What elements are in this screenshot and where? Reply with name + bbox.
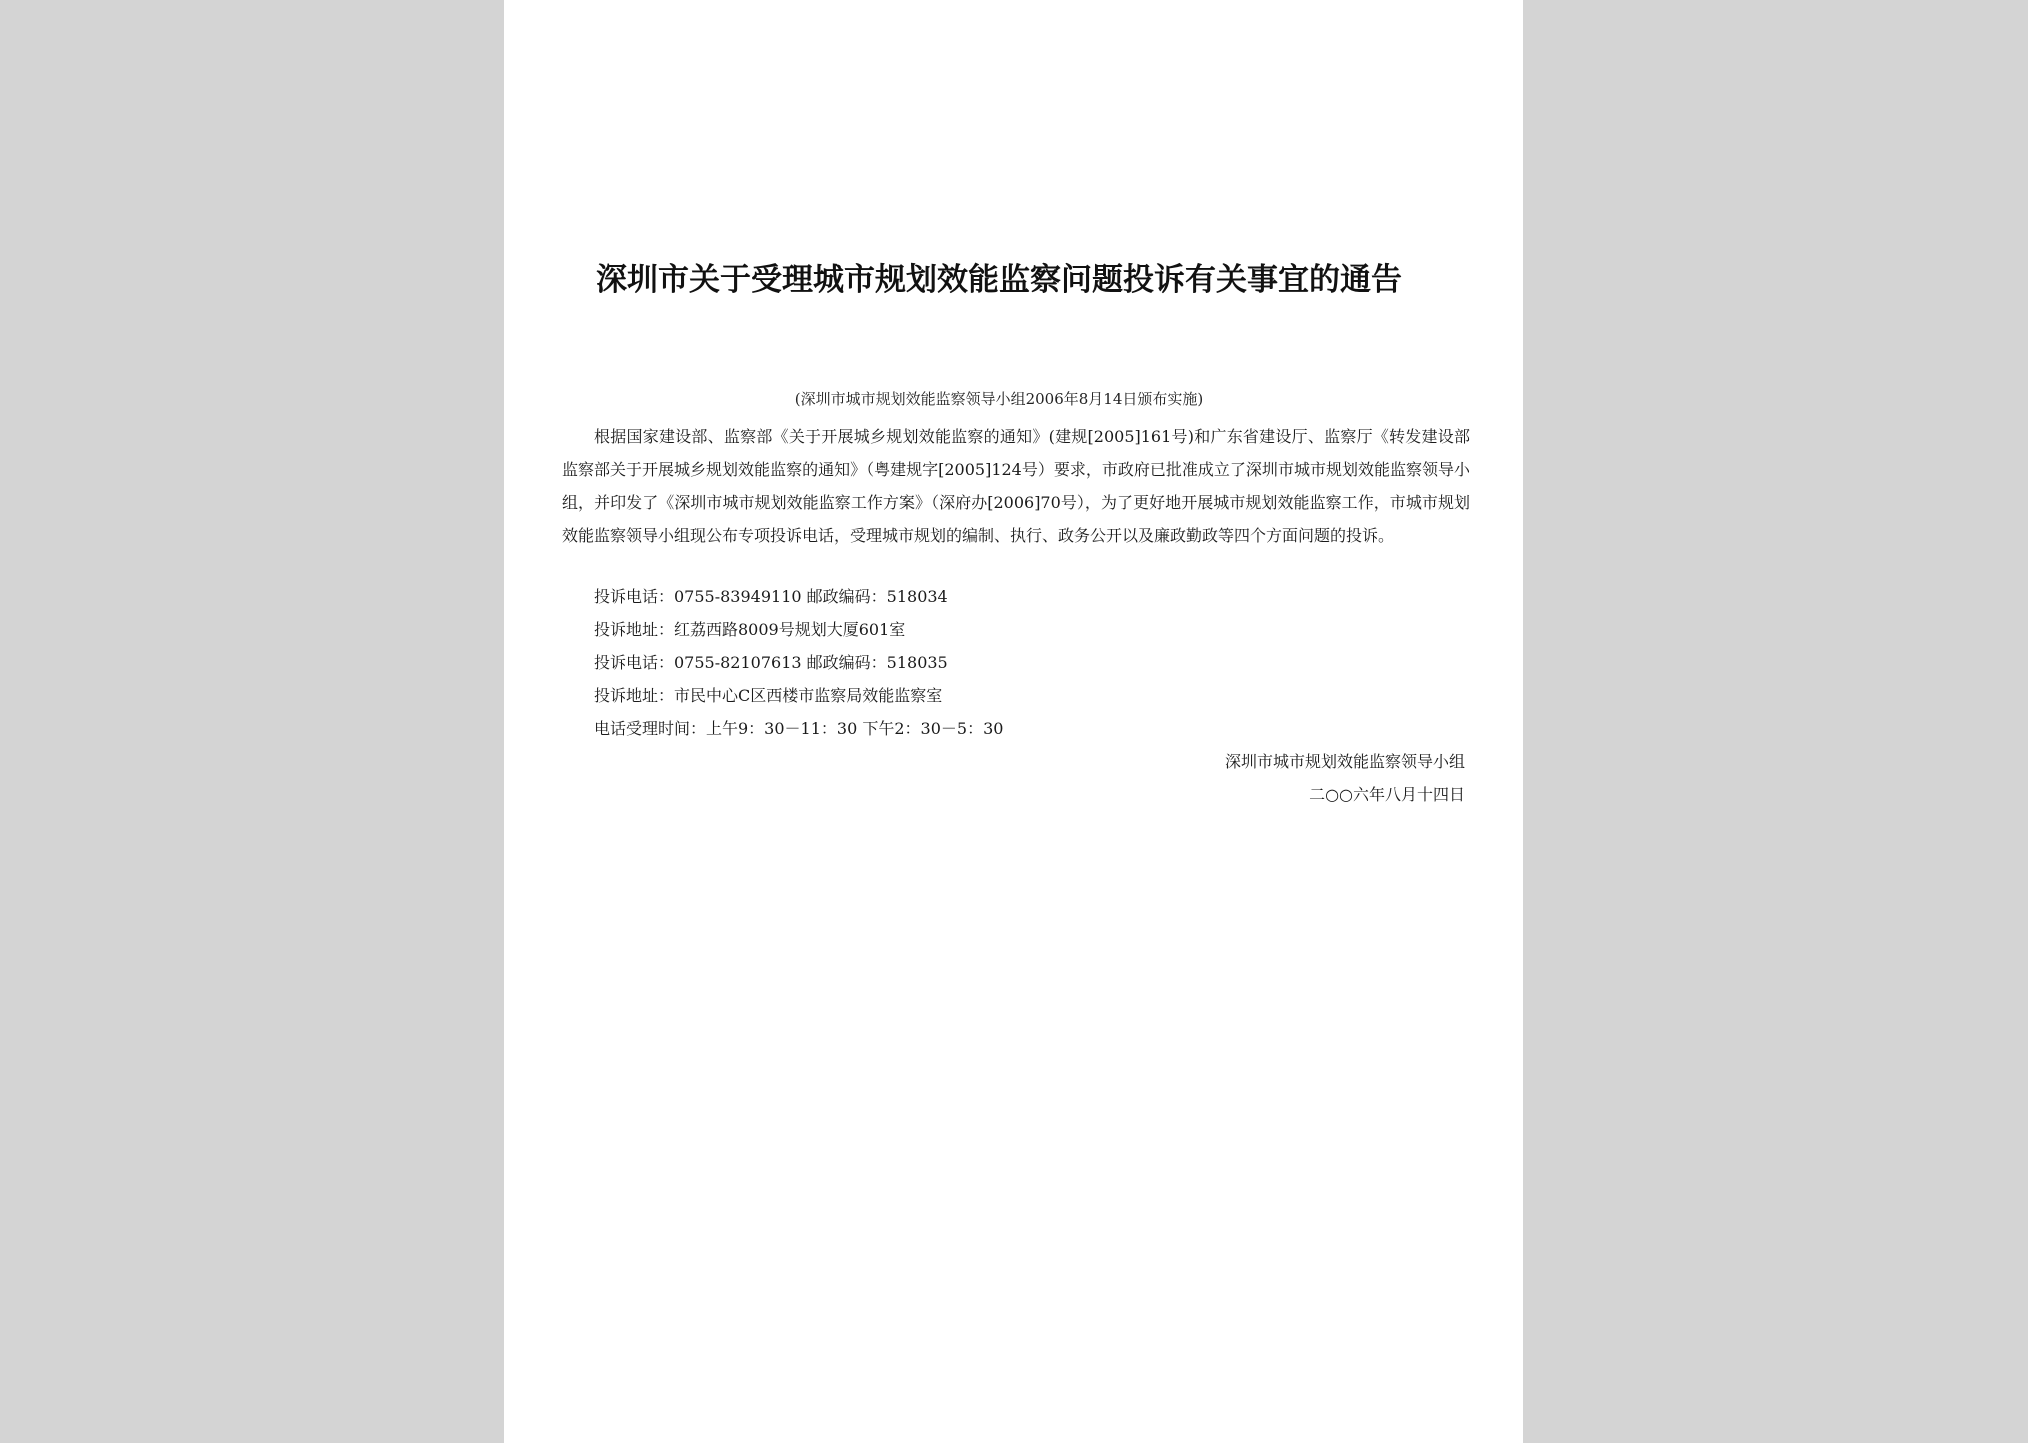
complaint-address-2: 投诉地址：市民中心C区西楼市监察局效能监察室 [594,686,943,705]
complaint-address-1: 投诉地址：红荔西路8009号规划大厦601室 [594,620,906,639]
document-page [504,0,1523,1443]
document-body-paragraph: 根据国家建设部、监察部《关于开展城乡规划效能监察的通知》(建规[2005]161号)和广东省建设厅、监察厅《转发建设部监察部关于开展城乡规划效能监察的通知》（粤建规字[2005]124号）要求，市政府已批准成立了深圳市城市规划效能监察领导小组，并印发了《深圳市城市规划效能监察工作方案》（深府办[2006]70号），为了更好地开展城市规划效能监察工作，市城市规划效能监察领导小组现公布专项投诉电话，受理城市规划的编制、执行、政务公开以及廉政勤政等四个方面问题的投诉。 [562,427,1470,545]
signature-organization: 深圳市城市规划效能监察领导小组 [1224,752,1465,771]
document-title: 深圳市关于受理城市规划效能监察问题投诉有关事宜的通告 [596,262,1402,298]
document-subtitle: (深圳市城市规划效能监察领导小组2006年8月14日颁布实施) [794,390,1204,408]
complaint-phone-2: 投诉电话：0755-82107613 邮政编码：518035 [594,653,948,672]
phone-service-hours: 电话受理时间：上午9：30－11：30 下午2：30－5：30 [594,719,1004,738]
signature-date: 二○○六年八月十四日 [1309,785,1465,804]
complaint-phone-1: 投诉电话：0755-83949110 邮政编码：518034 [594,587,948,606]
